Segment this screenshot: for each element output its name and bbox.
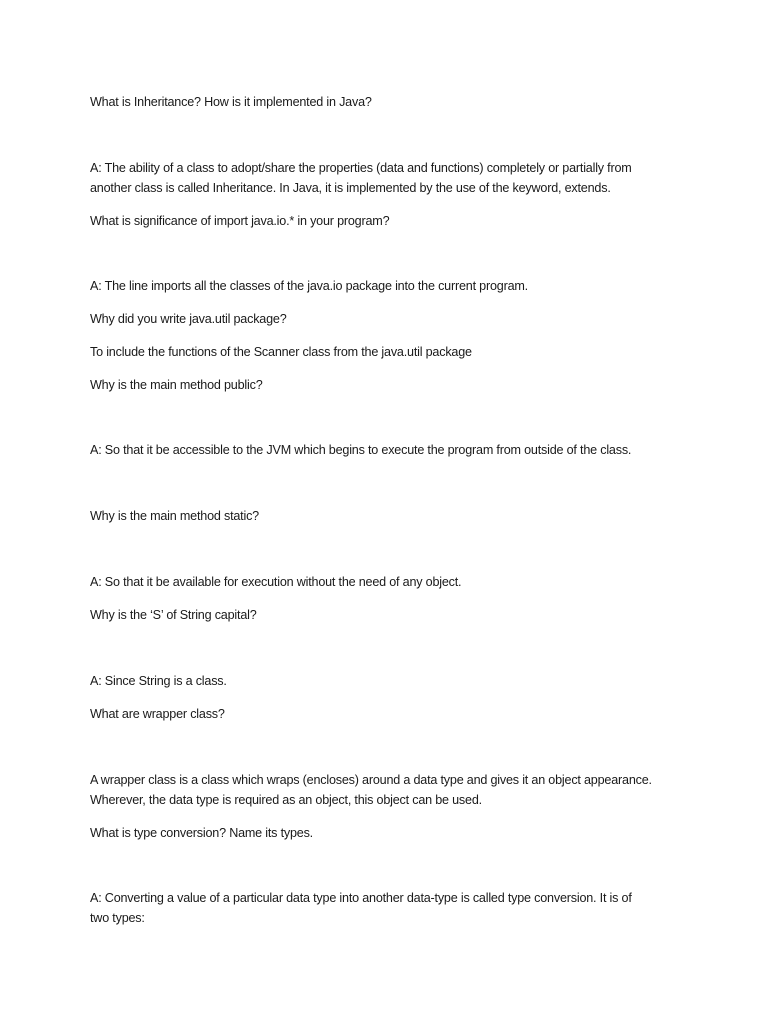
answer-inheritance-line-1: A: The ability of a class to adopt/share the properties (data and functions) completely or partially from bbox=[90, 161, 632, 175]
question-string-capital: Why is the ‘S’ of String capital? bbox=[90, 608, 257, 622]
question-java-util: Why did you write java.util package? bbox=[90, 312, 287, 326]
question-inheritance: What is Inheritance? How is it implemented in Java? bbox=[90, 95, 372, 109]
answer-wrapper-class-line-1: A wrapper class is a class which wraps (encloses) around a data type and gives it an object appearance. bbox=[90, 773, 652, 787]
question-main-public: Why is the main method public? bbox=[90, 378, 263, 392]
answer-type-conversion-line-1: A: Converting a value of a particular data type into another data-type is called type conversion. It is of bbox=[90, 891, 632, 905]
answer-import: A: The line imports all the classes of the java.io package into the current program. bbox=[90, 279, 528, 293]
answer-type-conversion-line-2: two types: bbox=[90, 911, 145, 925]
answer-string-capital: A: Since String is a class. bbox=[90, 674, 227, 688]
question-main-static: Why is the main method static? bbox=[90, 509, 259, 523]
answer-main-static: A: So that it be available for execution without the need of any object. bbox=[90, 575, 462, 589]
answer-java-util: To include the functions of the Scanner class from the java.util package bbox=[90, 345, 472, 359]
question-import: What is significance of import java.io.* in your program? bbox=[90, 214, 390, 228]
question-type-conversion: What is type conversion? Name its types. bbox=[90, 826, 313, 840]
question-wrapper-class: What are wrapper class? bbox=[90, 707, 225, 721]
answer-inheritance-line-2: another class is called Inheritance. In Java, it is implemented by the use of the keyword, extends. bbox=[90, 181, 611, 195]
answer-main-public: A: So that it be accessible to the JVM which begins to execute the program from outside of the class. bbox=[90, 443, 632, 457]
answer-wrapper-class-line-2: Wherever, the data type is required as an object, this object can be used. bbox=[90, 793, 482, 807]
